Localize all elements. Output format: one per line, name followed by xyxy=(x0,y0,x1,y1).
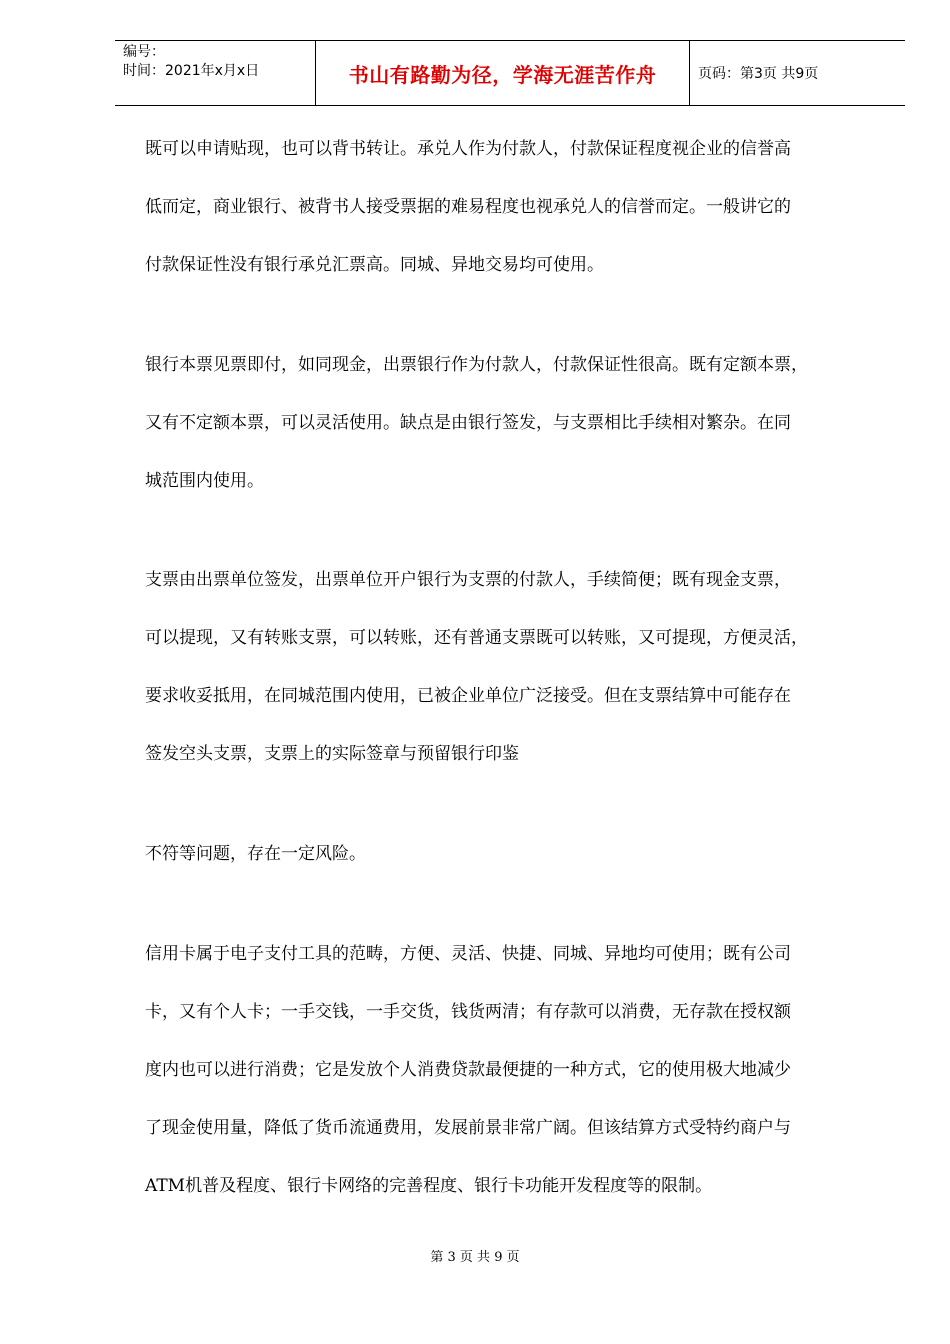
paragraph-line: 签发空头支票，支票上的实际签章与预留银行印鉴 xyxy=(145,744,519,764)
document-time-label: 时间：2021年x月x日 xyxy=(123,63,260,79)
paragraph-cheque-continued xyxy=(145,825,366,883)
page-footer: 第 3 页 共 9 页 xyxy=(430,1250,520,1265)
paragraph-line: 不符等问题，存在一定风险。 xyxy=(145,844,366,864)
paragraph-line: 既可以申请贴现，也可以背书转让。承兑人作为付款人，付款保证程度视企业的信誉高 xyxy=(145,139,791,159)
paragraph-line: 了现金使用量，降低了货币流通费用，发展前景非常广阔。但该结算方式受特约商户与 xyxy=(145,1118,791,1138)
paragraph-bank-draft xyxy=(145,336,808,510)
paragraph-line: 又有不定额本票，可以灵活使用。缺点是由银行签发，与支票相比手续相对繁杂。在同 xyxy=(145,413,791,433)
paragraph-line: 付款保证性没有银行承兑汇票高。同城、异地交易均可使用。 xyxy=(145,255,604,275)
header-meta-cell xyxy=(115,41,316,105)
paragraph-cheque xyxy=(145,551,808,783)
header-page-info: 页码：第3页 共9页 xyxy=(698,66,819,82)
paragraph-line: 银行本票见票即付，如同现金，出票银行作为付款人，付款保证性很高。既有定额本票， xyxy=(145,355,808,375)
paragraph-line: 卡，又有个人卡；一手交钱，一手交货，钱货两清；有存款可以消费，无存款在授权额 xyxy=(145,1002,791,1022)
paragraph-line: 度内也可以进行消费；它是发放个人消费贷款最便捷的一种方式，它的使用极大地减少 xyxy=(145,1060,791,1080)
paragraph-line: 城范围内使用。 xyxy=(145,471,264,491)
paragraph-line: 要求收妥抵用，在同城范围内使用，已被企业单位广泛接受。但在支票结算中可能存在 xyxy=(145,686,791,706)
paragraph-credit-card xyxy=(145,925,791,1215)
paragraph-line: ATM机普及程度、银行卡网络的完善程度、银行卡功能开发程度等的限制。 xyxy=(145,1176,713,1196)
paragraph-commercial-bill xyxy=(145,120,791,294)
page-header xyxy=(115,40,905,106)
paragraph-line: 信用卡属于电子支付工具的范畴，方便、灵活、快捷、同城、异地均可使用；既有公司 xyxy=(145,944,791,964)
paragraph-line: 可以提现，又有转账支票，可以转账，还有普通支票既可以转账，又可提现，方便灵活， xyxy=(145,628,808,648)
header-page-cell xyxy=(690,41,905,105)
header-motto-cell xyxy=(316,41,690,105)
paragraph-line: 支票由出票单位签发，出票单位开户银行为支票的付款人，手续简便；既有现金支票， xyxy=(145,570,791,590)
paragraph-line: 低而定，商业银行、被背书人接受票据的难易程度也视承兑人的信誉而定。一般讲它的 xyxy=(145,197,791,217)
document-number-label: 编号： xyxy=(123,44,165,60)
header-motto: 书山有路勤为径，学海无涯苦作舟 xyxy=(348,62,657,87)
